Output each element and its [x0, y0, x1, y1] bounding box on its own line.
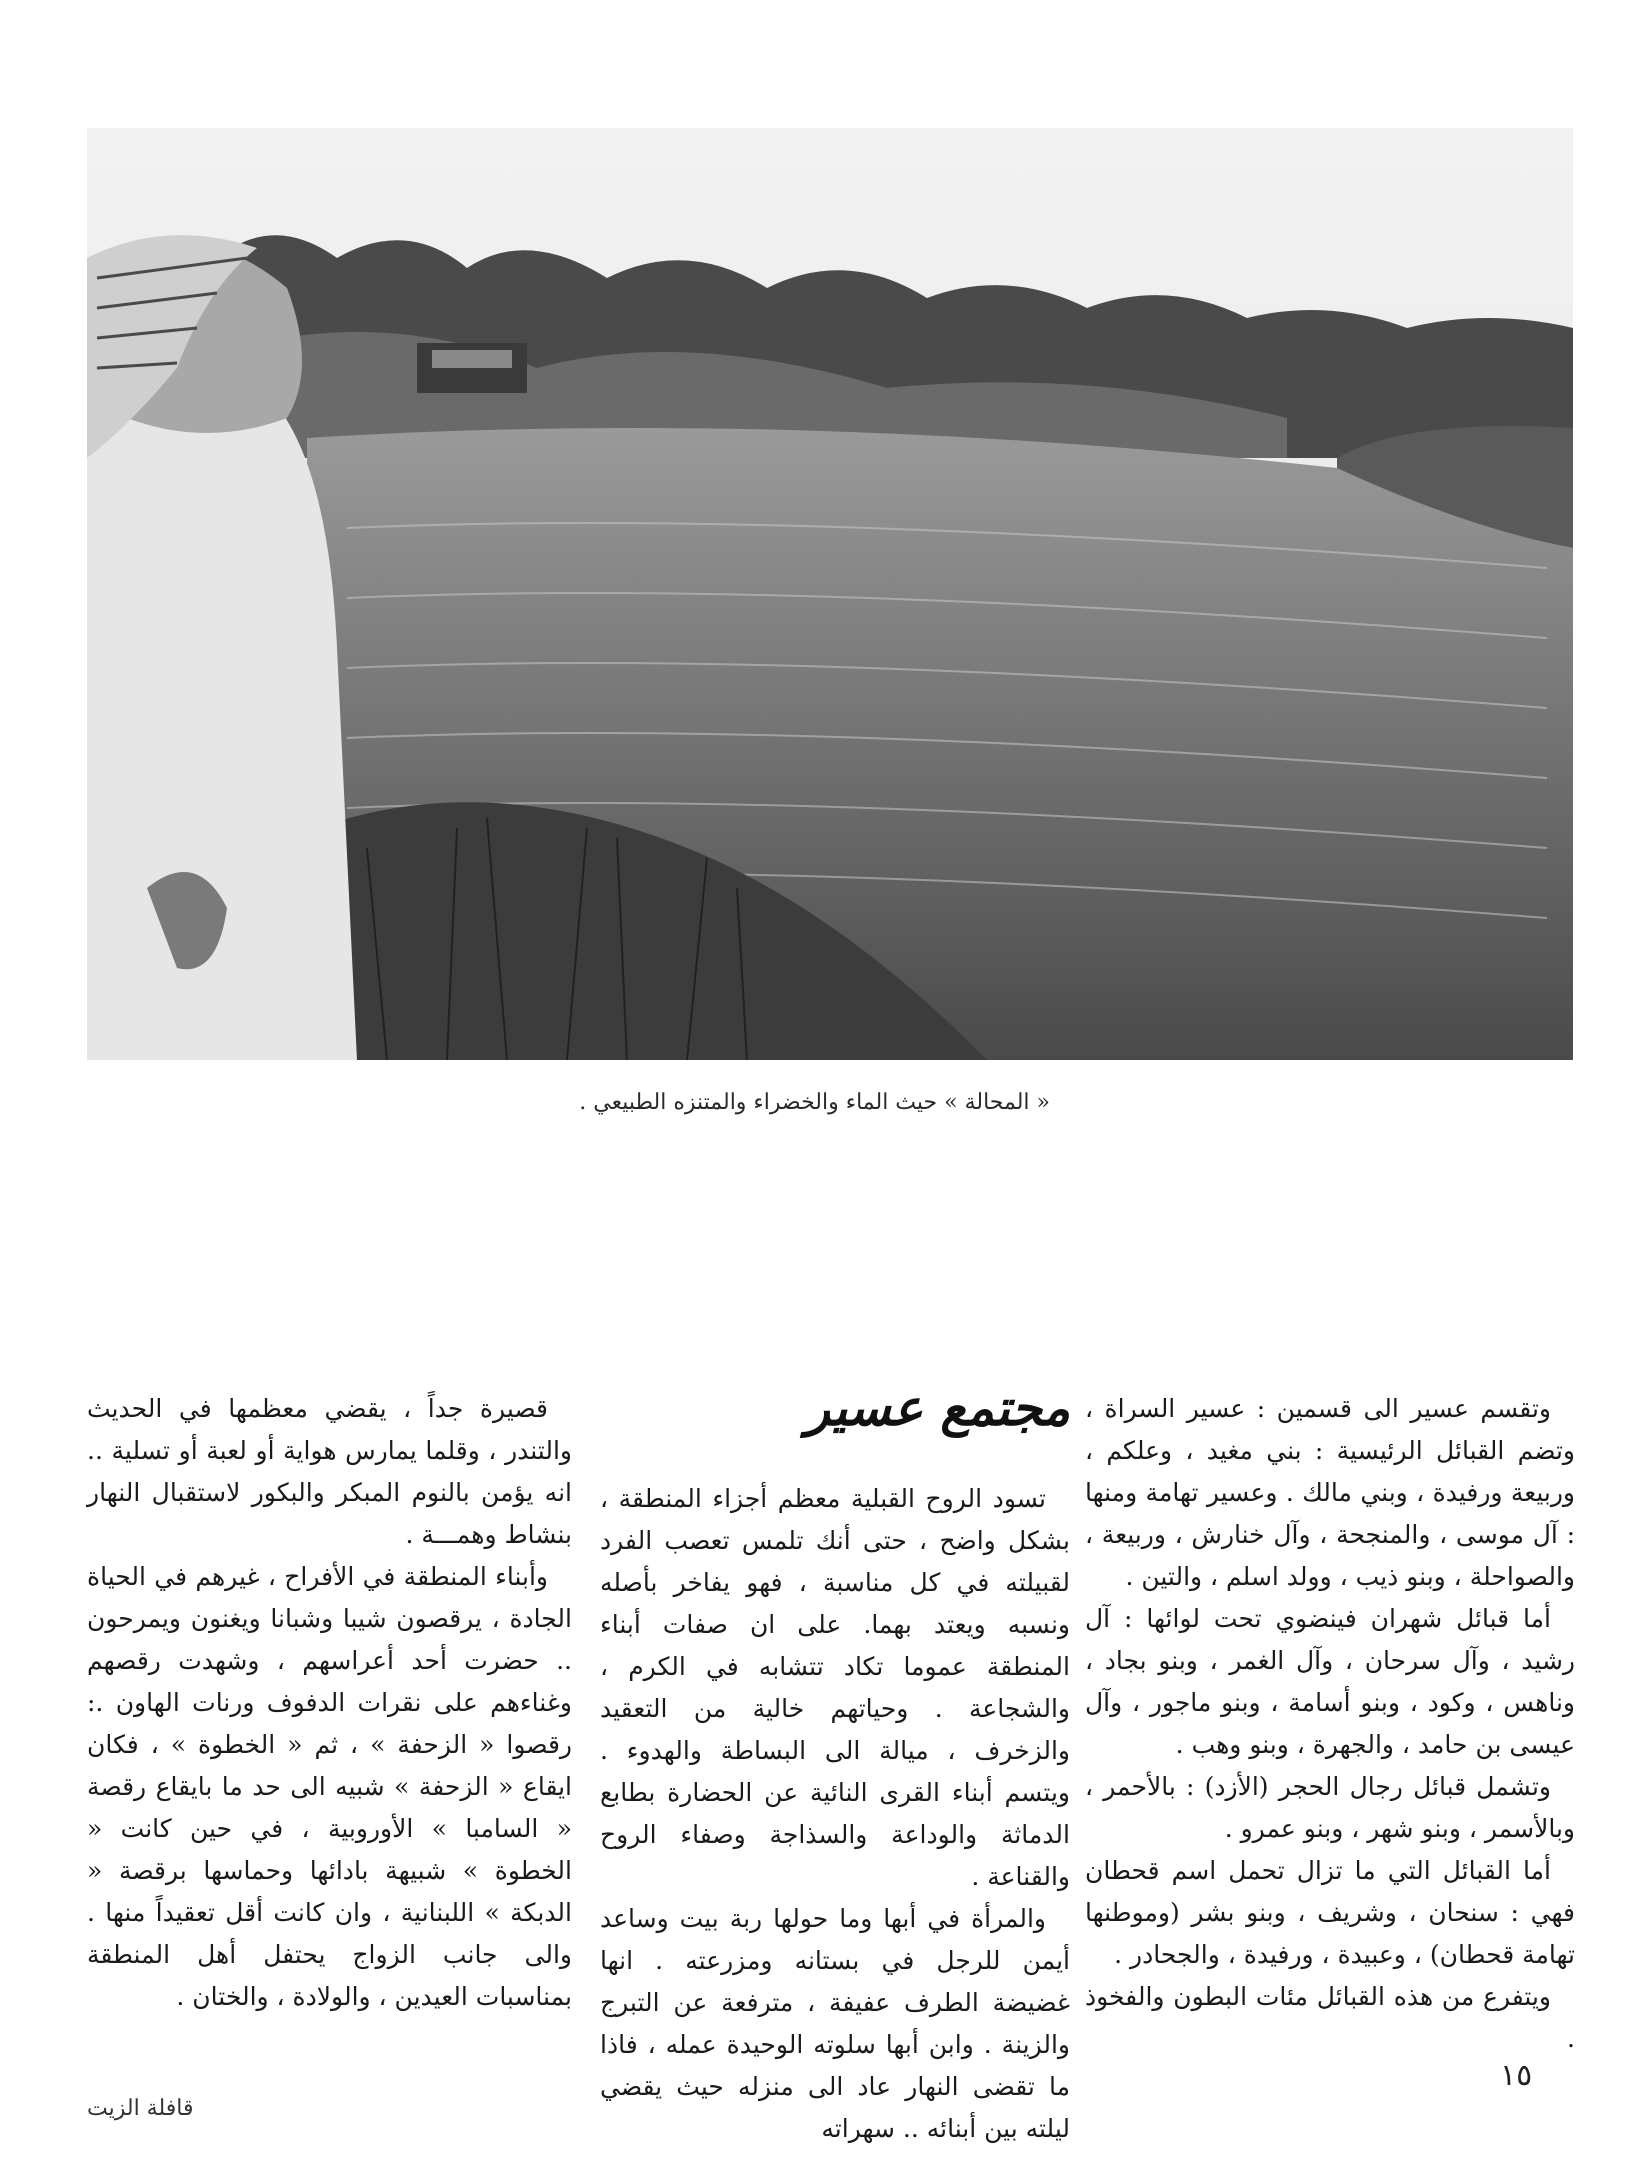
- middle-column: [600, 1478, 1070, 2150]
- paragraph: قصيرة جداً ، يقضي معظمها في الحديث والتندر ، وقلما يمارس هواية أو لعبة أو تسلية .. انه يؤمن بالنوم المبكر والبكور لاستقبال النهار بنشاط وهمـــة .: [87, 1394, 572, 1549]
- paragraph: والمرأة في أبها وما حولها ربة بيت وساعد أيمن للرجل في بستانه ومزرعته . انها غضيضة الطرف عفيفة ، مترفعة عن التبرج والزينة . وابن أبها سلوته الوحيدة عمله ، فاذا ما تقضى النهار عاد الى منزله حيث يقضي ليلته بين أبنائه .. سهراته: [600, 1904, 1070, 2143]
- magazine-name: قافلة الزيت: [87, 2096, 194, 2121]
- paragraph: وأبناء المنطقة في الأفراح ، غيرهم في الحياة الجادة ، يرقصون شيبا وشبانا ويغنون ويمرحون .. حضرت أحد أعراسهم ، وشهدت رقصهم وغناءهم على نقرات الدفوف ورنات الهاون .: رقصوا « الزحفة » ، ثم « الخطوة » ، فكان ايقاع « الزحفة » شبيه الى حد ما بايقاع رقصة « السامبا » الأوروبية ، في حين كانت « الخطوة » شبيهة بادائها وحماسها برقصة « الدبكة » اللبنانية ، وان كانت أقل تعقيداً منها . والى جانب الزواج يحتفل أهل المنطقة بمناسبات العيدين ، والولادة ، والختان .: [87, 1562, 572, 2011]
- paragraph: وتقسم عسير الى قسمين : عسير السراة ، وتضم القبائل الرئيسية : بني مغيد ، وعلكم ، وربيعة ورفيدة ، وبني مالك . وعسير تهامة ومنها : آل موسى ، والمنجحة ، وآل خنارش ، وربيعة ، والصواحلة ، وبنو ذيب ، وولد اسلم ، والتين .: [1085, 1394, 1575, 1591]
- paragraph: ويتفرع من هذه القبائل مئات البطون والفخوذ .: [1085, 1982, 1575, 2053]
- left-column: [87, 1388, 572, 2018]
- paragraph: أما القبائل التي ما تزال تحمل اسم قحطان فهي : سنحان ، وشريف ، وبنو بشر (وموطنها تهامة قحطان) ، وعبيدة ، ورفيدة ، والجحادر .: [1085, 1856, 1575, 1969]
- photo-caption: « المحالة » حيث الماء والخضراء والمتنزه الطبيعي .: [579, 1090, 1050, 1115]
- page-number: ١٥: [1500, 2058, 1533, 2093]
- photo-river-scene: [87, 128, 1573, 1060]
- photo-illustration: [87, 128, 1573, 1060]
- paragraph: تسود الروح القبلية معظم أجزاء المنطقة ، بشكل واضح ، حتى أنك تلمس تعصب الفرد لقبيلته في كل مناسبة ، فهو يفاخر بأصله ونسبه ويعتد بهما. على ان صفات أبناء المنطقة عموما تكاد تتشابه في الكرم ، والشجاعة . وحياتهم خالية من التعقيد والزخرف ، ميالة الى البساطة والهدوء . ويتسم أبناء القرى النائية عن الحضارة بطابع الدماثة والوداعة والسذاجة وصفاء الروح والقناعة .: [600, 1484, 1070, 1891]
- article-heading: مجتمع عسير: [805, 1378, 1070, 1437]
- right-column: [1085, 1388, 1575, 2060]
- paragraph: أما قبائل شهران فينضوي تحت لوائها : آل رشيد ، وآل سرحان ، وآل الغمر ، وبنو بجاد ، وناهس ، وكود ، وبنو أسامة ، وبنو ماجور ، وآل عيسى بن حامد ، والجهرة ، وبنو وهب .: [1085, 1604, 1575, 1759]
- paragraph: وتشمل قبائل رجال الحجر (الأزد) : بالأحمر ، وبالأسمر ، وبنو شهر ، وبنو عمرو .: [1085, 1772, 1575, 1843]
